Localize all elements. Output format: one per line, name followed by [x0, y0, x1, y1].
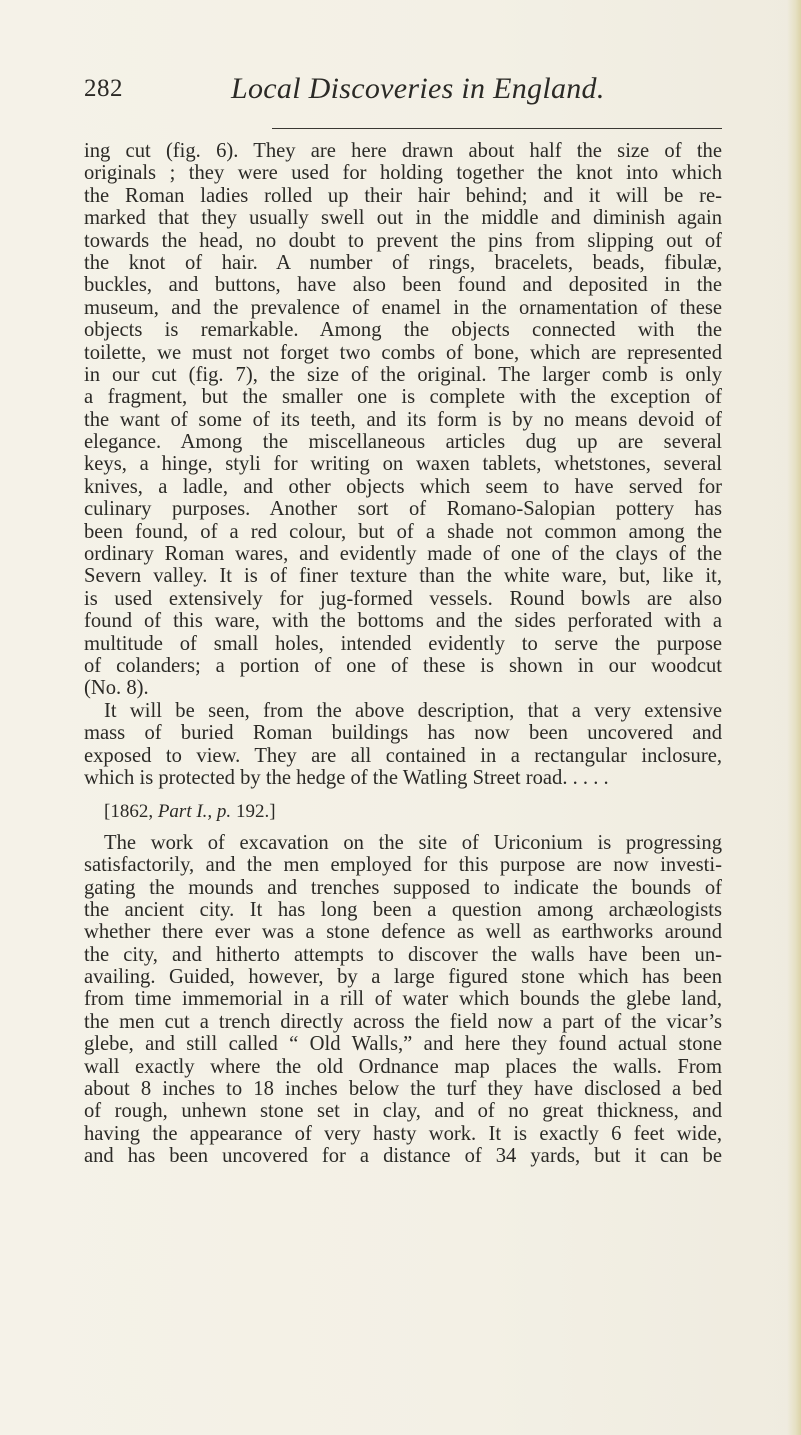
paragraph-gap [84, 789, 722, 801]
paragraph-uriconium-walls [84, 832, 722, 1168]
text-line: a fragment, but the smaller one is complete with the exception of [84, 386, 722, 409]
text-line: satisfactorily, and the men employed for this purpose are now investi- [84, 854, 722, 877]
text-line: ordinary Roman wares, and evidently made of one of the clays of the [84, 543, 722, 566]
text-line: toilette, we must not forget two combs of bone, which are represented [84, 341, 722, 364]
text-line: mass of buried Roman buildings has now been uncovered and [84, 722, 722, 745]
text-line: gating the mounds and trenches supposed to indicate the bounds of [84, 876, 722, 899]
paragraph-gap [84, 824, 722, 832]
text-line: culinary purposes. Another sort of Romano-Salopian pottery has [84, 498, 722, 521]
text-line: the knot of hair. A number of rings, bracelets, beads, fibulæ, [84, 251, 722, 274]
text-line: found of this ware, with the bottoms and the sides perforated with a [84, 610, 722, 633]
text-line: of colanders; a portion of one of these is shown in our woodcut [84, 654, 722, 677]
header-rule [272, 128, 722, 129]
text-line: whether there ever was a stone defence as well as earthworks around [84, 921, 722, 944]
text-line: which is protected by the hedge of the Watling Street road. . . . . [84, 766, 609, 789]
text-line: about 8 inches to 18 inches below the turf they have disclosed a bed [84, 1078, 722, 1101]
text-line: multitude of small holes, intended evidently to serve the purpose [84, 632, 722, 655]
text-line: elegance. Among the miscellaneous articles dug up are several [84, 431, 722, 454]
text-line: the Roman ladies rolled up their hair behind; and it will be re- [84, 184, 722, 207]
text-line: towards the head, no doubt to prevent the pins from slipping out of [84, 229, 722, 252]
text-line: the city, and hitherto attempts to discover the walls have been un- [84, 943, 722, 966]
paragraph-buried-buildings [84, 700, 722, 790]
text-line: the men cut a trench directly across the field now a part of the vicar’s [84, 1010, 722, 1033]
text-line: It will be seen, from the above description, that a very extensive [104, 699, 722, 722]
text-line: marked that they usually swell out in the middle and diminish again [84, 207, 722, 230]
text-line: and has been uncovered for a distance of 34 yards, but it can be [84, 1145, 722, 1168]
text-line: exposed to view. They are all contained in a rectangular inclosure, [84, 744, 722, 767]
text-line: objects is remarkable. Among the objects connected with the [84, 319, 722, 342]
text-line: knives, a ladle, and other objects which seem to have served for [84, 475, 722, 498]
source-citation [84, 801, 722, 823]
text-line: from time immemorial in a rill of water which bounds the glebe land, [84, 988, 722, 1011]
text-line: is used extensively for jug-formed vessels. Round bowls are also [84, 587, 722, 610]
text-line: ing cut (fig. 6). They are here drawn about half the size of the [84, 140, 722, 162]
text-line: wall exactly where the old Ordnance map places the walls. From [84, 1055, 722, 1078]
text-line: The work of excavation on the site of Uriconium is progressing [104, 831, 722, 854]
text-line: availing. Guided, however, by a large figured stone which has been [84, 966, 722, 989]
text-line: in our cut (fig. 7), the size of the original. The larger comb is only [84, 363, 722, 386]
body-text [84, 140, 722, 1168]
citation-page: 192.] [231, 801, 276, 823]
citation-year: [1862, [104, 801, 158, 823]
text-line: (No. 8). [84, 677, 149, 700]
text-line: originals ; they were used for holding together the knot into which [84, 162, 722, 185]
page-number: 282 [84, 75, 123, 102]
text-line: glebe, and still called “ Old Walls,” and here they found actual stone [84, 1033, 722, 1056]
text-line: the ancient city. It has long been a question among archæologists [84, 898, 722, 921]
text-line: been found, of a red colour, but of a shade not common among the [84, 520, 722, 543]
text-line: Severn valley. It is of finer texture than the white ware, but, like it, [84, 565, 722, 588]
text-line: having the appearance of very hasty work. It is exactly 6 feet wide, [84, 1122, 722, 1145]
text-line: keys, a hinge, styli for writing on waxen tablets, whetstones, several [84, 453, 722, 476]
text-line: of rough, unhewn stone set in clay, and of no great thickness, and [84, 1100, 722, 1123]
citation-part: Part I., p. [157, 801, 232, 823]
text-line: buckles, and buttons, have also been found and deposited in the [84, 274, 722, 297]
text-line: the want of some of its teeth, and its form is by no means devoid of [84, 408, 722, 431]
text-line: museum, and the prevalence of enamel in the ornamentation of these [84, 296, 722, 319]
paragraph-combs-and-pottery [84, 140, 722, 700]
running-title: Local Discoveries in England. [231, 72, 605, 105]
page-edge-shadow [787, 0, 801, 1435]
